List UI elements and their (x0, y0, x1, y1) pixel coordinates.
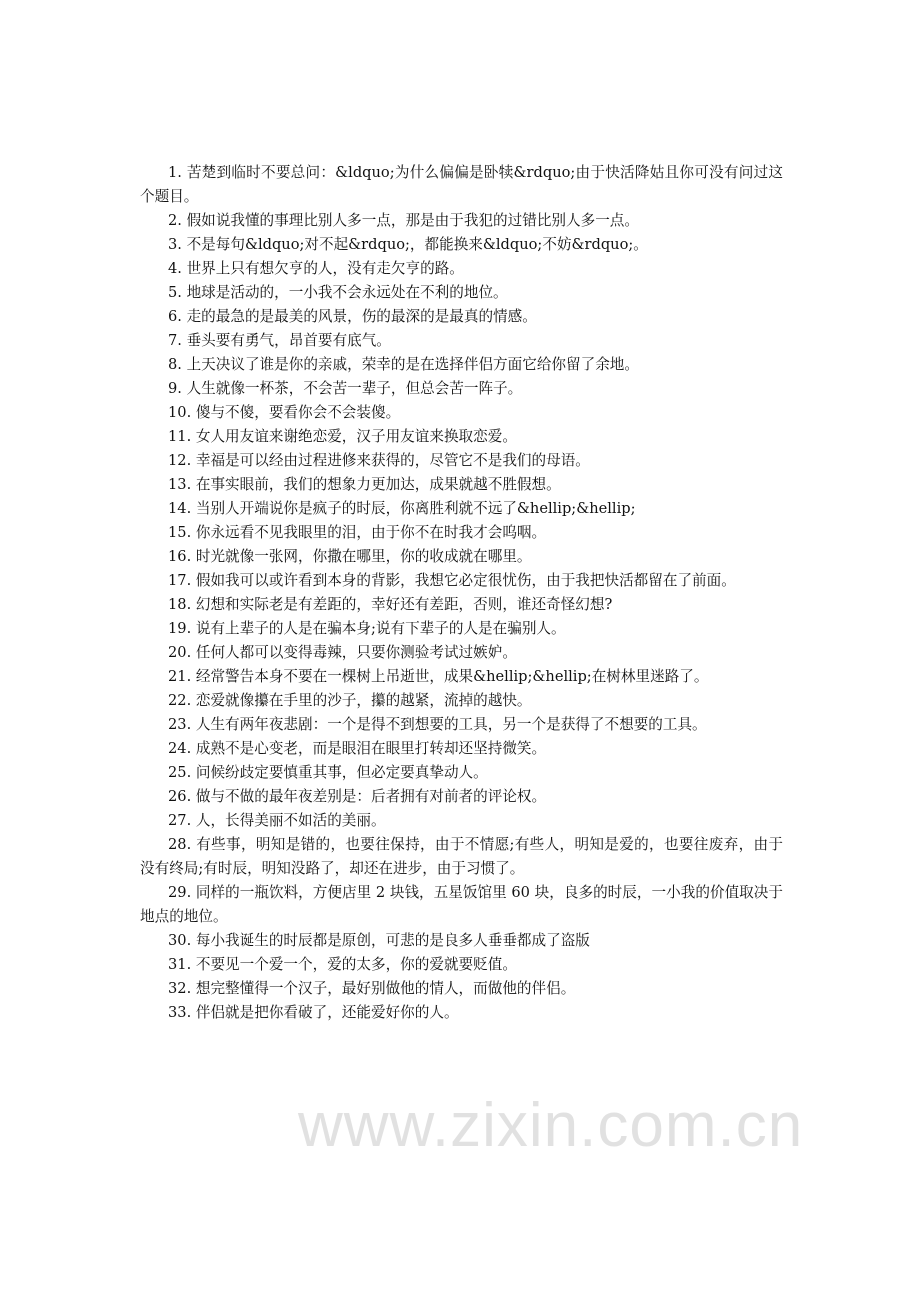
item-text: 人生就像一杯茶，不会苦一辈子，但总会苦一阵子。 (186, 380, 523, 397)
item-number: 20. (168, 644, 192, 661)
list-item (140, 377, 783, 401)
item-number: 13. (168, 476, 192, 493)
list-item (140, 953, 783, 977)
list-item (140, 785, 783, 809)
item-number: 4. (168, 260, 182, 277)
item-number: 22. (168, 692, 192, 709)
list-item (140, 353, 783, 377)
list-item (140, 497, 783, 521)
item-number: 7. (168, 332, 182, 349)
item-number: 5. (168, 284, 182, 301)
item-text: 幻想和实际老是有差距的，幸好还有差距，否则，谁还奇怪幻想? (195, 596, 613, 613)
item-number: 11. (168, 428, 192, 445)
list-item (140, 665, 783, 689)
list-item (140, 737, 783, 761)
item-number: 3. (168, 236, 182, 253)
item-number: 30. (168, 932, 192, 949)
item-number: 24. (168, 740, 192, 757)
item-text: 女人用友谊来谢绝恋爱，汉子用友谊来换取恋爱。 (195, 428, 517, 445)
document-body (140, 161, 783, 1025)
item-number: 16. (168, 548, 192, 565)
item-text: 成熟不是心变老，而是眼泪在眼里打转却还坚持微笑。 (195, 740, 547, 757)
item-number: 26. (168, 788, 192, 805)
list-item (140, 809, 783, 833)
item-text: 不要见一个爱一个，爱的太多，你的爱就要贬值。 (195, 956, 517, 973)
item-number: 18. (168, 596, 192, 613)
item-text: 假如我可以或许看到本身的背影，我想它必定很忧伤，由于我把快活都留在了前面。 (195, 572, 736, 589)
list-item (140, 641, 783, 665)
item-text: 任何人都可以变得毒辣，只要你测验考试过嫉妒。 (195, 644, 517, 661)
list-item (140, 521, 783, 545)
item-number: 17. (168, 572, 192, 589)
item-number: 28. (168, 836, 192, 853)
item-number: 9. (168, 380, 182, 397)
list-item (140, 449, 783, 473)
watermark: www.zixin.com.cn (298, 1091, 804, 1160)
list-item (140, 881, 783, 929)
list-item (140, 929, 783, 953)
item-number: 2. (168, 212, 182, 229)
item-text: 垂头要有勇气，昂首要有底气。 (186, 332, 391, 349)
list-item (140, 617, 783, 641)
item-text: 做与不做的最年夜差别是：后者拥有对前者的评论权。 (195, 788, 547, 805)
item-number: 10. (168, 404, 192, 421)
item-text: 有些事，明知是错的，也要往保持，由于不情愿;有些人，明知是爱的，也要往废弃，由于没有终局;有时辰，明知没路了，却还在进步，由于习惯了。 (140, 836, 784, 877)
item-number: 25. (168, 764, 192, 781)
item-text: 上天决议了谁是你的亲戚，荣幸的是在选择伴侣方面它给你留了余地。 (186, 356, 639, 373)
item-number: 1. (168, 164, 182, 181)
item-text: 人，长得美丽不如活的美丽。 (195, 812, 386, 829)
item-text: 走的最急的是最美的风景，伤的最深的是最真的情感。 (186, 308, 537, 325)
list-item (140, 833, 783, 881)
list-item (140, 257, 783, 281)
list-item (140, 977, 783, 1001)
item-text: 假如说我懂的事理比别人多一点，那是由于我犯的过错比别人多一点。 (186, 212, 639, 229)
list-item (140, 161, 783, 209)
item-text: 时光就像一张网，你撒在哪里，你的收成就在哪里。 (195, 548, 532, 565)
list-item (140, 329, 783, 353)
item-text: 同样的一瓶饮料，方便店里 2 块钱，五星饭馆里 60 块，良多的时辰，一小我的价值取决于地点的地位。 (140, 884, 784, 925)
item-number: 6. (168, 308, 182, 325)
item-text: 伴侣就是把你看破了，还能爱好你的人。 (195, 1004, 459, 1021)
list-item (140, 401, 783, 425)
item-text: 经常警告本身不要在一棵树上吊逝世，成果&hellip;&hellip;在树林里迷路了。 (195, 668, 709, 685)
item-text: 不是每句&ldquo;对不起&rdquo;，都能换来&ldquo;不妨&rdquo;。 (186, 236, 648, 253)
item-text: 地球是活动的，一小我不会永远处在不利的地位。 (186, 284, 508, 301)
item-number: 14. (168, 500, 192, 517)
item-number: 21. (168, 668, 192, 685)
item-text: 当别人开端说你是疯子的时辰，你离胜利就不远了&hellip;&hellip; (195, 500, 636, 517)
list-item (140, 569, 783, 593)
item-text: 世界上只有想欠亨的人，没有走欠亨的路。 (186, 260, 464, 277)
item-number: 15. (168, 524, 192, 541)
item-number: 12. (168, 452, 192, 469)
item-text: 在事实眼前，我们的想象力更加达，成果就越不胜假想。 (195, 476, 561, 493)
item-text: 每小我诞生的时辰都是原创，可悲的是良多人垂垂都成了盗版 (195, 932, 590, 949)
list-item (140, 545, 783, 569)
item-text: 傻与不傻，要看你会不会装傻。 (195, 404, 401, 421)
list-item (140, 593, 783, 617)
item-text: 你永远看不见我眼里的泪，由于你不在时我才会呜咽。 (195, 524, 547, 541)
list-item (140, 425, 783, 449)
list-item (140, 305, 783, 329)
list-item (140, 209, 783, 233)
item-text: 人生有两年夜悲剧：一个是得不到想要的工具，另一个是获得了不想要的工具。 (195, 716, 707, 733)
list-item (140, 1001, 783, 1025)
list-item (140, 233, 783, 257)
item-number: 8. (168, 356, 182, 373)
item-text: 幸福是可以经由过程进修来获得的，尽管它不是我们的母语。 (195, 452, 590, 469)
item-text: 想完整懂得一个汉子，最好别做他的情人，而做他的伴侣。 (195, 980, 576, 997)
item-text: 恋爱就像攥在手里的沙子，攥的越紧，流掉的越快。 (195, 692, 532, 709)
item-number: 31. (168, 956, 192, 973)
item-number: 19. (168, 620, 192, 637)
item-number: 33. (168, 1004, 192, 1021)
item-text: 问候纷歧定要慎重其事，但必定要真挚动人。 (195, 764, 488, 781)
list-item (140, 761, 783, 785)
item-number: 32. (168, 980, 192, 997)
list-item (140, 713, 783, 737)
item-text: 说有上辈子的人是在骗本身;说有下辈子的人是在骗别人。 (195, 620, 566, 637)
list-item (140, 473, 783, 497)
list-item (140, 281, 783, 305)
item-number: 27. (168, 812, 192, 829)
item-number: 29. (168, 884, 192, 901)
item-number: 23. (168, 716, 192, 733)
item-text: 苦楚到临时不要总问：&ldquo;为什么偏偏是卧犊&rdquo;由于快活降姑且你可没有问过这个题目。 (140, 164, 784, 205)
list-item (140, 689, 783, 713)
